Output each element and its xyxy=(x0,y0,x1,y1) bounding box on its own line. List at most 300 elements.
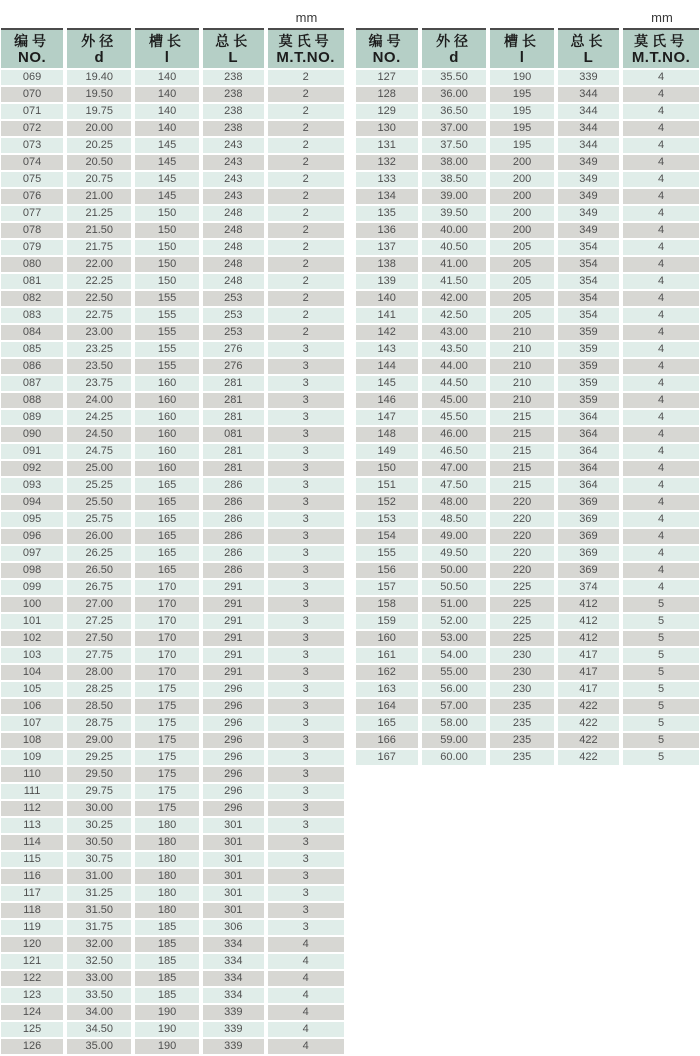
cell: 205 xyxy=(488,256,555,273)
cell: 072 xyxy=(1,120,65,137)
cell: 4 xyxy=(621,443,699,460)
col-header-outer-diameter xyxy=(420,29,488,69)
cell: 082 xyxy=(1,290,65,307)
table-row xyxy=(356,732,700,749)
cell: 4 xyxy=(621,511,699,528)
col-header-flute-length-en: l xyxy=(519,48,525,66)
cell: 160 xyxy=(133,409,200,426)
cell: 417 xyxy=(556,681,621,698)
cell: 106 xyxy=(1,698,65,715)
table-row xyxy=(356,664,700,681)
cell: 34.00 xyxy=(65,1004,133,1021)
cell: 230 xyxy=(488,664,555,681)
cell: 147 xyxy=(356,409,420,426)
cell: 301 xyxy=(201,817,266,834)
cell: 210 xyxy=(488,341,555,358)
table-row xyxy=(356,324,700,341)
cell: 170 xyxy=(133,613,200,630)
cell: 155 xyxy=(133,341,200,358)
cell: 238 xyxy=(201,103,266,120)
cell: 3 xyxy=(266,409,344,426)
cell: 2 xyxy=(266,273,344,290)
cell: 225 xyxy=(488,596,555,613)
cell: 129 xyxy=(356,103,420,120)
table-row xyxy=(356,171,700,188)
cell: 36.00 xyxy=(420,86,488,103)
cell: 185 xyxy=(133,970,200,987)
col-header-flute-length-zh: 槽长 xyxy=(149,32,186,49)
cell: 38.50 xyxy=(420,171,488,188)
table-row xyxy=(1,137,344,154)
cell: 170 xyxy=(133,579,200,596)
cell: 4 xyxy=(621,460,699,477)
table-row xyxy=(356,630,700,647)
cell: 073 xyxy=(1,137,65,154)
cell: 160 xyxy=(133,375,200,392)
cell: 58.00 xyxy=(420,715,488,732)
cell: 4 xyxy=(621,86,699,103)
table-row xyxy=(1,800,344,817)
cell: 359 xyxy=(556,324,621,341)
cell: 56.00 xyxy=(420,681,488,698)
table-row xyxy=(1,324,344,341)
cell: 116 xyxy=(1,868,65,885)
cell: 230 xyxy=(488,681,555,698)
unit-label: mm xyxy=(651,10,673,25)
header-row xyxy=(356,29,700,69)
col-header-no-en: NO. xyxy=(17,48,47,66)
tables-container xyxy=(1,0,699,1056)
cell: 238 xyxy=(201,120,266,137)
cell: 084 xyxy=(1,324,65,341)
cell: 35.50 xyxy=(420,69,488,86)
cell: 225 xyxy=(488,613,555,630)
table-row xyxy=(1,307,344,324)
cell: 369 xyxy=(556,494,621,511)
cell: 5 xyxy=(621,749,699,766)
cell: 3 xyxy=(266,477,344,494)
cell: 5 xyxy=(621,681,699,698)
cell: 20.00 xyxy=(65,120,133,137)
cell: 130 xyxy=(356,120,420,137)
cell: 3 xyxy=(266,919,344,936)
cell: 175 xyxy=(133,698,200,715)
cell: 092 xyxy=(1,460,65,477)
table-row xyxy=(1,154,344,171)
cell: 359 xyxy=(556,392,621,409)
cell: 100 xyxy=(1,596,65,613)
cell: 364 xyxy=(556,477,621,494)
cell: 220 xyxy=(488,528,555,545)
cell: 301 xyxy=(201,902,266,919)
cell: 2 xyxy=(266,137,344,154)
cell: 152 xyxy=(356,494,420,511)
cell: 096 xyxy=(1,528,65,545)
col-header-no-en: NO. xyxy=(372,48,401,66)
cell: 150 xyxy=(133,239,200,256)
cell: 235 xyxy=(488,749,555,766)
cell: 39.00 xyxy=(420,188,488,205)
cell: 2 xyxy=(266,86,344,103)
cell: 3 xyxy=(266,902,344,919)
cell: 4 xyxy=(621,188,699,205)
cell: 161 xyxy=(356,647,420,664)
cell: 195 xyxy=(488,103,555,120)
cell: 165 xyxy=(133,528,200,545)
table-row xyxy=(1,86,344,103)
cell: 43.50 xyxy=(420,341,488,358)
cell: 37.50 xyxy=(420,137,488,154)
cell: 200 xyxy=(488,205,555,222)
cell: 32.00 xyxy=(65,936,133,953)
cell: 29.50 xyxy=(65,766,133,783)
cell: 30.25 xyxy=(65,817,133,834)
cell: 175 xyxy=(133,681,200,698)
cell: 200 xyxy=(488,154,555,171)
cell: 4 xyxy=(621,562,699,579)
table-row xyxy=(1,494,344,511)
cell: 47.50 xyxy=(420,477,488,494)
cell: 3 xyxy=(266,681,344,698)
cell: 114 xyxy=(1,834,65,851)
cell: 4 xyxy=(621,307,699,324)
cell: 146 xyxy=(356,392,420,409)
table-row xyxy=(356,460,700,477)
cell: 45.50 xyxy=(420,409,488,426)
cell: 243 xyxy=(201,188,266,205)
cell: 28.25 xyxy=(65,681,133,698)
table-row xyxy=(1,426,344,443)
cell: 137 xyxy=(356,239,420,256)
cell: 354 xyxy=(556,307,621,324)
cell: 22.75 xyxy=(65,307,133,324)
cell: 281 xyxy=(201,392,266,409)
table-row xyxy=(1,511,344,528)
cell: 417 xyxy=(556,647,621,664)
cell: 344 xyxy=(556,103,621,120)
cell: 094 xyxy=(1,494,65,511)
cell: 19.75 xyxy=(65,103,133,120)
cell: 349 xyxy=(556,171,621,188)
cell: 134 xyxy=(356,188,420,205)
cell: 180 xyxy=(133,834,200,851)
cell: 44.00 xyxy=(420,358,488,375)
cell: 24.50 xyxy=(65,426,133,443)
cell: 120 xyxy=(1,936,65,953)
cell: 344 xyxy=(556,120,621,137)
cell: 4 xyxy=(621,205,699,222)
cell: 089 xyxy=(1,409,65,426)
cell: 27.00 xyxy=(65,596,133,613)
cell: 369 xyxy=(556,545,621,562)
unit-strip-right xyxy=(356,0,700,28)
cell: 4 xyxy=(266,936,344,953)
cell: 145 xyxy=(356,375,420,392)
cell: 080 xyxy=(1,256,65,273)
table-row xyxy=(356,222,700,239)
cell: 195 xyxy=(488,86,555,103)
cell: 215 xyxy=(488,426,555,443)
cell: 123 xyxy=(1,987,65,1004)
cell: 412 xyxy=(556,613,621,630)
table-row xyxy=(1,647,344,664)
cell: 145 xyxy=(133,188,200,205)
cell: 3 xyxy=(266,341,344,358)
col-header-outer-diameter-zh: 外径 xyxy=(81,32,118,49)
cell: 301 xyxy=(201,834,266,851)
table-row xyxy=(1,834,344,851)
col-header-no xyxy=(356,29,420,69)
col-header-no xyxy=(1,29,65,69)
table-row xyxy=(1,698,344,715)
cell: 3 xyxy=(266,528,344,545)
cell: 140 xyxy=(133,69,200,86)
table-row xyxy=(1,205,344,222)
cell: 243 xyxy=(201,154,266,171)
cell: 22.00 xyxy=(65,256,133,273)
cell: 164 xyxy=(356,698,420,715)
cell: 220 xyxy=(488,494,555,511)
cell: 46.50 xyxy=(420,443,488,460)
cell: 364 xyxy=(556,426,621,443)
cell: 23.25 xyxy=(65,341,133,358)
cell: 085 xyxy=(1,341,65,358)
cell: 3 xyxy=(266,494,344,511)
table-row xyxy=(1,443,344,460)
cell: 41.00 xyxy=(420,256,488,273)
cell: 124 xyxy=(1,1004,65,1021)
col-header-morse-taper-no-en: M.T.NO. xyxy=(276,48,335,66)
cell: 4 xyxy=(621,426,699,443)
cell: 31.00 xyxy=(65,868,133,885)
cell: 4 xyxy=(621,154,699,171)
cell: 28.50 xyxy=(65,698,133,715)
table-row xyxy=(1,715,344,732)
cell: 3 xyxy=(266,630,344,647)
cell: 364 xyxy=(556,443,621,460)
cell: 160 xyxy=(133,426,200,443)
cell: 286 xyxy=(201,477,266,494)
cell: 117 xyxy=(1,885,65,902)
cell: 215 xyxy=(488,477,555,494)
table-row xyxy=(1,341,344,358)
cell: 095 xyxy=(1,511,65,528)
cell: 4 xyxy=(621,358,699,375)
table-row xyxy=(1,953,344,970)
left-table-block xyxy=(1,0,344,1056)
cell: 4 xyxy=(621,256,699,273)
cell: 296 xyxy=(201,715,266,732)
cell: 417 xyxy=(556,664,621,681)
cell: 2 xyxy=(266,222,344,239)
table-row xyxy=(356,715,700,732)
cell: 165 xyxy=(133,511,200,528)
table-row xyxy=(1,239,344,256)
cell: 54.00 xyxy=(420,647,488,664)
cell: 200 xyxy=(488,222,555,239)
col-header-no-zh: 编号 xyxy=(14,32,51,49)
cell: 354 xyxy=(556,290,621,307)
cell: 291 xyxy=(201,664,266,681)
col-header-overall-length-zh: 总长 xyxy=(215,32,252,49)
cell: 296 xyxy=(201,732,266,749)
cell: 55.00 xyxy=(420,664,488,681)
cell: 102 xyxy=(1,630,65,647)
cell: 4 xyxy=(621,222,699,239)
cell: 155 xyxy=(133,290,200,307)
cell: 2 xyxy=(266,69,344,86)
table-row xyxy=(1,579,344,596)
table-row xyxy=(356,443,700,460)
cell: 26.75 xyxy=(65,579,133,596)
cell: 286 xyxy=(201,528,266,545)
table-row xyxy=(1,783,344,800)
cell: 210 xyxy=(488,324,555,341)
cell: 23.50 xyxy=(65,358,133,375)
cell: 4 xyxy=(621,120,699,137)
cell: 238 xyxy=(201,86,266,103)
cell: 081 xyxy=(1,273,65,290)
cell: 145 xyxy=(133,171,200,188)
cell: 175 xyxy=(133,766,200,783)
cell: 31.25 xyxy=(65,885,133,902)
cell: 070 xyxy=(1,86,65,103)
cell: 190 xyxy=(488,69,555,86)
cell: 175 xyxy=(133,783,200,800)
cell: 180 xyxy=(133,868,200,885)
cell: 069 xyxy=(1,69,65,86)
cell: 138 xyxy=(356,256,420,273)
cell: 49.50 xyxy=(420,545,488,562)
cell: 190 xyxy=(133,1004,200,1021)
cell: 150 xyxy=(133,256,200,273)
col-header-overall-length-zh: 总长 xyxy=(570,32,607,49)
cell: 32.50 xyxy=(65,953,133,970)
cell: 2 xyxy=(266,205,344,222)
table-row xyxy=(1,256,344,273)
table-row xyxy=(1,970,344,987)
table-row xyxy=(356,494,700,511)
cell: 2 xyxy=(266,154,344,171)
cell: 31.75 xyxy=(65,919,133,936)
table-row xyxy=(356,426,700,443)
cell: 5 xyxy=(621,647,699,664)
cell: 140 xyxy=(133,86,200,103)
cell: 39.50 xyxy=(420,205,488,222)
cell: 081 xyxy=(201,426,266,443)
cell: 170 xyxy=(133,630,200,647)
cell: 26.00 xyxy=(65,528,133,545)
cell: 334 xyxy=(201,936,266,953)
unit-label: mm xyxy=(295,10,318,25)
cell: 180 xyxy=(133,817,200,834)
cell: 27.25 xyxy=(65,613,133,630)
col-header-morse-taper-no-en: M.T.NO. xyxy=(631,48,691,66)
cell: 359 xyxy=(556,375,621,392)
cell: 153 xyxy=(356,511,420,528)
cell: 5 xyxy=(621,596,699,613)
cell: 3 xyxy=(266,545,344,562)
cell: 144 xyxy=(356,358,420,375)
table-row xyxy=(356,307,700,324)
cell: 24.75 xyxy=(65,443,133,460)
table-row xyxy=(1,528,344,545)
left-table-body xyxy=(1,69,344,1055)
cell: 53.00 xyxy=(420,630,488,647)
table-row xyxy=(356,239,700,256)
cell: 3 xyxy=(266,851,344,868)
cell: 5 xyxy=(621,732,699,749)
cell: 170 xyxy=(133,664,200,681)
table-row xyxy=(356,698,700,715)
table-row xyxy=(1,375,344,392)
cell: 098 xyxy=(1,562,65,579)
cell: 3 xyxy=(266,783,344,800)
cell: 4 xyxy=(621,545,699,562)
table-row xyxy=(1,1004,344,1021)
cell: 083 xyxy=(1,307,65,324)
cell: 369 xyxy=(556,562,621,579)
cell: 156 xyxy=(356,562,420,579)
cell: 60.00 xyxy=(420,749,488,766)
col-header-no-zh: 编号 xyxy=(368,32,405,49)
cell: 103 xyxy=(1,647,65,664)
cell: 27.75 xyxy=(65,647,133,664)
cell: 301 xyxy=(201,885,266,902)
cell: 160 xyxy=(133,392,200,409)
cell: 5 xyxy=(621,613,699,630)
table-row xyxy=(1,273,344,290)
cell: 47.00 xyxy=(420,460,488,477)
cell: 238 xyxy=(201,69,266,86)
table-row xyxy=(356,137,700,154)
table-row xyxy=(356,86,700,103)
cell: 195 xyxy=(488,137,555,154)
cell: 23.00 xyxy=(65,324,133,341)
cell: 167 xyxy=(356,749,420,766)
cell: 349 xyxy=(556,188,621,205)
cell: 4 xyxy=(621,392,699,409)
cell: 235 xyxy=(488,698,555,715)
cell: 3 xyxy=(266,800,344,817)
table-row xyxy=(1,562,344,579)
cell: 35.00 xyxy=(65,1038,133,1055)
cell: 4 xyxy=(266,1038,344,1055)
cell: 20.75 xyxy=(65,171,133,188)
cell: 291 xyxy=(201,579,266,596)
col-header-overall-length-en: L xyxy=(228,48,239,66)
cell: 248 xyxy=(201,239,266,256)
cell: 115 xyxy=(1,851,65,868)
cell: 185 xyxy=(133,919,200,936)
cell: 276 xyxy=(201,341,266,358)
cell: 20.25 xyxy=(65,137,133,154)
cell: 133 xyxy=(356,171,420,188)
cell: 42.00 xyxy=(420,290,488,307)
col-header-flute-length xyxy=(488,29,555,69)
cell: 141 xyxy=(356,307,420,324)
cell: 334 xyxy=(201,970,266,987)
cell: 4 xyxy=(621,341,699,358)
right-table-block xyxy=(356,0,700,767)
cell: 180 xyxy=(133,851,200,868)
cell: 248 xyxy=(201,256,266,273)
cell: 210 xyxy=(488,392,555,409)
cell: 339 xyxy=(201,1004,266,1021)
cell: 354 xyxy=(556,273,621,290)
cell: 59.00 xyxy=(420,732,488,749)
cell: 113 xyxy=(1,817,65,834)
